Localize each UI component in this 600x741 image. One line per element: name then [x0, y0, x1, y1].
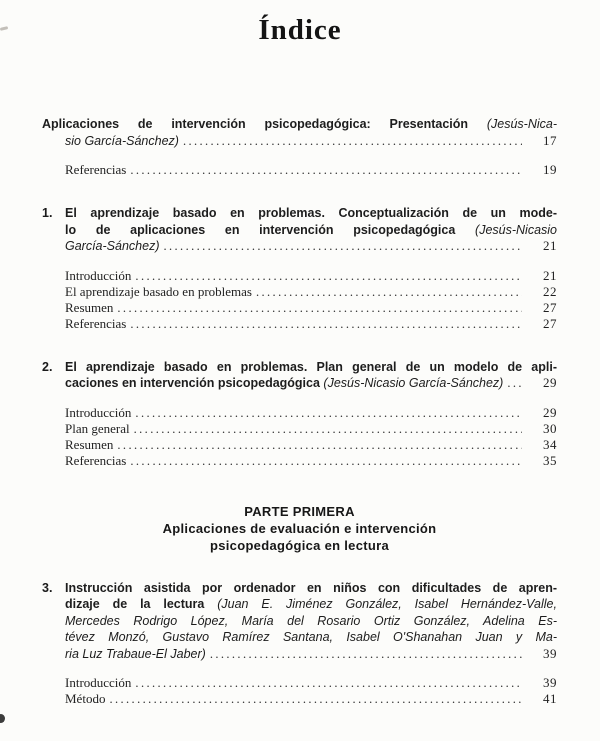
toc-entry-text: Aplicaciones de intervención psicopedagógica: Presentación: [42, 117, 487, 131]
toc-subentry-label: Resumen: [65, 436, 114, 452]
toc-entry-text: (Jesús-Nicasio: [475, 222, 557, 237]
toc-entry-text: dizaje de la lectura: [65, 597, 218, 611]
dot-leader: [130, 316, 522, 332]
toc-subentry-label: Método: [65, 691, 106, 706]
page-number: 39: [543, 675, 557, 690]
toc-entry-text: Instrucción asistida por ordenador en niños con dificultades de apren-: [65, 580, 557, 595]
toc-entry-line: [65, 646, 557, 663]
toc-entry-number: 2.: [42, 359, 53, 374]
toc-entry-line: [65, 222, 557, 239]
page-number: 35: [543, 452, 557, 468]
toc-entry: [42, 116, 557, 149]
toc-subentry: [65, 405, 557, 421]
toc-entry-number: 3.: [42, 580, 53, 595]
dot-leader: [210, 646, 522, 663]
dot-leader: [130, 453, 522, 469]
toc-entry: [42, 359, 557, 392]
toc-subentry-label: Introducción: [65, 675, 132, 690]
page-number: 34: [543, 436, 557, 452]
toc-subentry-label: Referencias: [65, 452, 127, 468]
page-number: 17: [543, 132, 557, 148]
toc-entry-text: El aprendizaje basado en problemas. Plan general de un modelo de apli-: [65, 359, 557, 374]
toc-entry-line: [65, 375, 557, 392]
page-number: 21: [543, 267, 557, 283]
part-heading: [42, 503, 557, 554]
toc-entry: [42, 205, 557, 255]
toc-entry-number: 1.: [42, 206, 53, 220]
toc-entry-line: [65, 580, 557, 597]
toc-entry-text: caciones en intervención psicopedagógica: [65, 376, 324, 390]
dot-leader: [117, 300, 522, 316]
page-number: 19: [543, 162, 557, 177]
toc-subentry-label: El aprendizaje basado en problemas: [65, 283, 252, 299]
page-number: 21: [543, 238, 557, 253]
page-number: 29: [543, 404, 557, 420]
part-heading-line: PARTE PRIMERA: [244, 503, 355, 519]
toc-entry-text: ria Luz Trabaue-El Jaber): [65, 646, 206, 661]
toc-subentry: [65, 453, 557, 469]
dot-leader: [135, 405, 522, 421]
toc-entry-line: [65, 205, 557, 222]
toc-subentry: [65, 437, 557, 453]
toc-entry-line: [65, 629, 557, 646]
toc-subentry-label: Referencias: [65, 162, 127, 177]
scan-artifact: [0, 714, 5, 723]
dot-leader: [135, 268, 522, 284]
dot-leader: [163, 238, 522, 255]
page-number: 27: [543, 299, 557, 315]
dot-leader: [134, 421, 522, 437]
dot-leader: [256, 284, 522, 300]
toc-entry-line: [65, 359, 557, 376]
table-of-contents: [42, 116, 557, 707]
toc-entry-text: García-Sánchez): [65, 239, 160, 253]
page-number: 30: [543, 420, 557, 436]
toc-subentry: [65, 421, 557, 437]
toc-subentry-label: Introducción: [65, 267, 132, 283]
page-title: Índice: [258, 14, 342, 46]
page-number: 27: [543, 315, 557, 331]
toc-subentries: [42, 268, 557, 332]
toc-subentry: [65, 316, 557, 332]
toc-entry-text: (Jesús-Nicasio García-Sánchez): [323, 376, 504, 390]
dot-leader: [109, 691, 522, 707]
toc-subentry: [65, 691, 557, 707]
toc-entry-text: (Juan E. Jiménez González, Isabel Hernández-Valle,: [217, 597, 557, 611]
toc-subentry: [65, 300, 557, 316]
toc-subentry-label: Resumen: [65, 299, 114, 315]
toc-entry-line: [65, 613, 557, 630]
toc-subentries: [42, 675, 557, 707]
toc-subentry: [65, 162, 557, 178]
dot-leader: [507, 375, 522, 392]
toc-subentry: [65, 675, 557, 691]
page-number: 41: [543, 691, 557, 706]
page-number: 29: [543, 375, 557, 390]
part-heading-line: psicopedagógica en lectura: [209, 537, 389, 553]
toc-entry-line: [65, 238, 557, 255]
toc-subentry: [65, 268, 557, 284]
dot-leader: [117, 437, 522, 453]
toc-subentry-label: Plan general: [65, 420, 130, 436]
toc-entry-text: sio García-Sánchez): [65, 133, 179, 148]
part-heading-line: Aplicaciones de evaluación e intervención: [162, 520, 437, 536]
toc-subentry-label: Introducción: [65, 404, 132, 420]
toc-subentries: [42, 405, 557, 469]
toc-entry-text: tévez Monzó, Gustavo Ramírez Santana, Isabel O'Shanahan Juan y Ma-: [65, 630, 557, 644]
page-number: 22: [543, 283, 557, 299]
dot-leader: [183, 133, 522, 150]
toc-entry-line: [65, 133, 557, 150]
dot-leader: [135, 675, 522, 691]
toc-entry: [42, 580, 557, 663]
page-number: 39: [543, 645, 557, 661]
toc-subentries: [42, 162, 557, 178]
toc-subentry-label: Referencias: [65, 315, 127, 331]
toc-subentry: [65, 284, 557, 300]
toc-entry-text: El aprendizaje basado en problemas. Conceptualización de un mode-: [65, 206, 557, 220]
toc-entry-line: [65, 596, 557, 613]
toc-entry-text: Mercedes Rodrigo López, María del Rosario Ortiz González, Adelina Es-: [65, 613, 557, 628]
toc-entry-text: (Jesús-Nica-: [486, 117, 557, 131]
toc-entry-text: lo de aplicaciones en intervención psicopedagógica: [65, 222, 476, 237]
toc-entry-line: [42, 116, 557, 133]
dot-leader: [130, 162, 522, 178]
